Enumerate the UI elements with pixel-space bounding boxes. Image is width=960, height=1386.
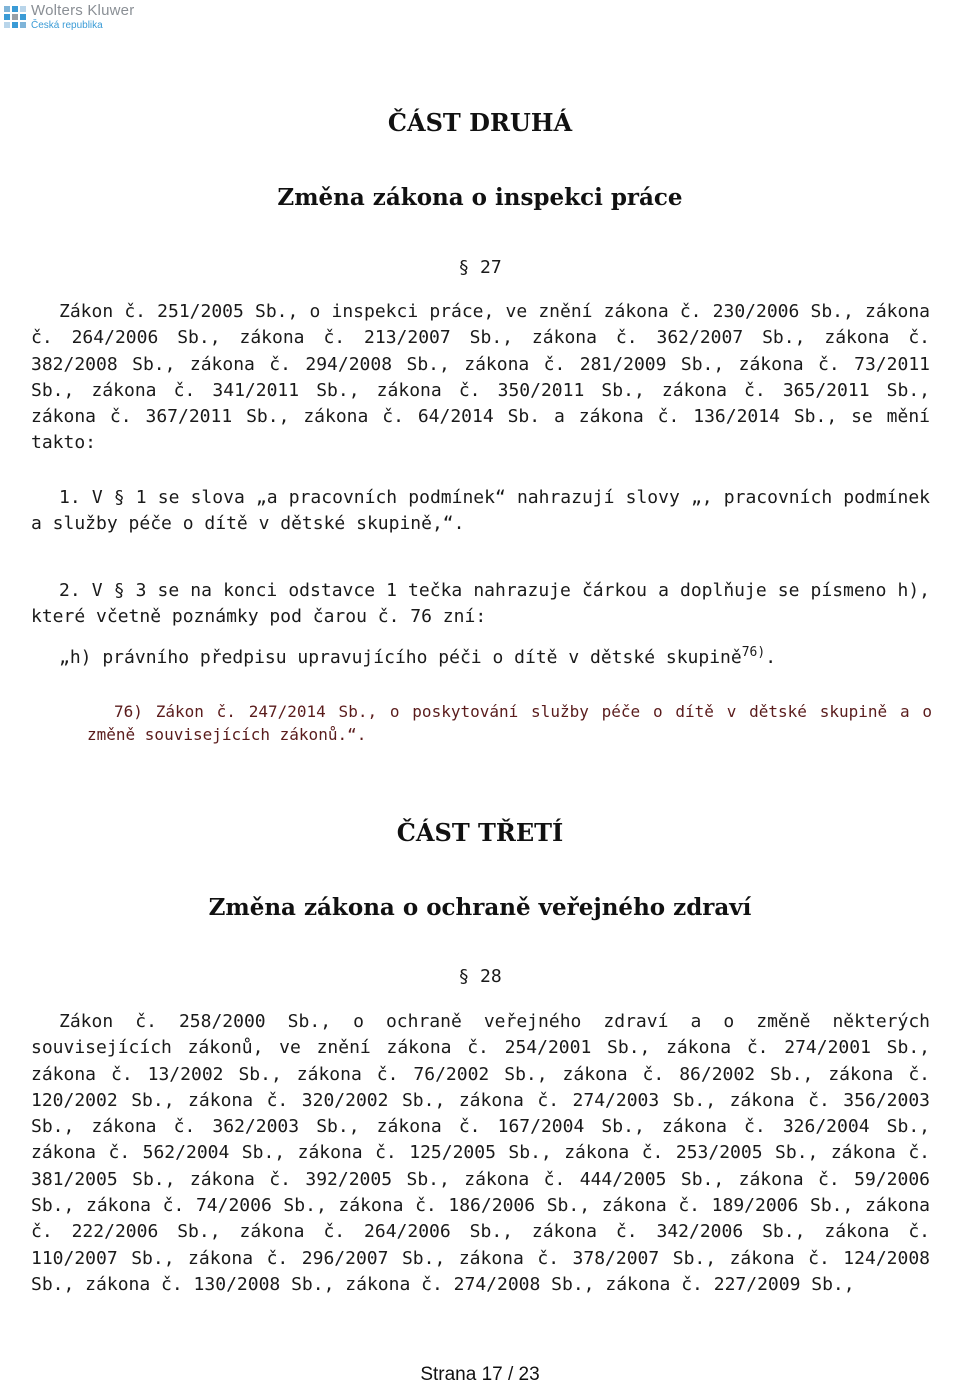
amendment-item-1: 1. V § 1 se slova „a pracovních podmínek“ nahrazují slovy „, pracovních podmínek a služby péče o dítě v dětské skupině,“.	[31, 487, 930, 535]
part-two-intro: Zákon č. 251/2005 Sb., o inspekci práce, ve znění zákona č. 230/2006 Sb., zákona č. 264/2006 Sb., zákona č. 213/2007 Sb., zákona č. 362/2007 Sb., zákona č. 382/2008 Sb., zákona č. 294/2008 Sb., zákona č. 281/2009 Sb., zákona č. 73/2011 Sb., zákona č. 341/2011 Sb., zákona č. 350/2011 Sb., zákona č. 365/2011 Sb., zákona č. 367/2011 Sb., zákona č. 64/2014 Sb. a zákona č. 136/2014 Sb., se mění takto:	[31, 301, 930, 454]
section-27-heading: § 27	[458, 257, 502, 278]
part-three-title: ČÁST TŘETÍ	[396, 818, 564, 847]
logo-name: Wolters Kluwer	[31, 2, 135, 19]
quoted-provision-end: .	[765, 647, 777, 668]
part-two-title: ČÁST DRUHÁ	[387, 108, 573, 137]
logo-subtitle: Česká republika	[31, 20, 103, 31]
amendment-item-2: 2. V § 3 se na konci odstavce 1 tečka nahrazuje čárkou a doplňuje se písmeno h), které včetně poznámky pod čarou č. 76 zní:	[31, 580, 930, 628]
part-three-law-title: Změna zákona o ochraně veřejného zdraví	[208, 894, 752, 921]
footnote-reference: 76)	[741, 645, 766, 660]
wolters-kluwer-logo-icon	[4, 6, 26, 28]
part-two-law-title: Změna zákona o inspekci práce	[277, 184, 683, 211]
footnote-76: 76) Zákon č. 247/2014 Sb., o poskytování služby péče o dítě v dětské skupině a o změně souvisejících zákonů.“.	[87, 702, 932, 744]
publisher-logo	[4, 3, 134, 37]
quoted-provision-text: „h) právního předpisu upravujícího péči o dítě v dětské skupině	[59, 647, 742, 668]
quoted-provision	[31, 645, 930, 671]
part-three-intro: Zákon č. 258/2000 Sb., o ochraně veřejného zdraví a o změně některých souvisejících zákonů, ve znění zákona č. 254/2001 Sb., zákona č. 274/2001 Sb., zákona č. 13/2002 Sb., zákona č. 76/2002 Sb., zákona č. 86/2002 Sb., zákona č. 120/2002 Sb., zákona č. 320/2002 Sb., zákona č. 274/2003 Sb., zákona č. 356/2003 Sb., zákona č. 362/2003 Sb., zákona č. 167/2004 Sb., zákona č. 326/2004 Sb., zákona č. 562/2004 Sb., zákona č. 125/2005 Sb., zákona č. 253/2005 Sb., zákona č. 381/2005 Sb., zákona č. 392/2005 Sb., zákona č. 444/2005 Sb., zákona č. 59/2006 Sb., zákona č. 74/2006 Sb., zákona č. 186/2006 Sb., zákona č. 189/2006 Sb., zákona č. 222/2006 Sb., zákona č. 264/2006 Sb., zákona č. 342/2006 Sb., zákona č. 110/2007 Sb., zákona č. 296/2007 Sb., zákona č. 378/2007 Sb., zákona č. 124/2008 Sb., zákona č. 130/2008 Sb., zákona č. 274/2008 Sb., zákona č. 227/2009 Sb.,	[31, 1011, 930, 1295]
page-number: Strana 17 / 23	[420, 1364, 540, 1385]
section-28-heading: § 28	[458, 966, 502, 987]
